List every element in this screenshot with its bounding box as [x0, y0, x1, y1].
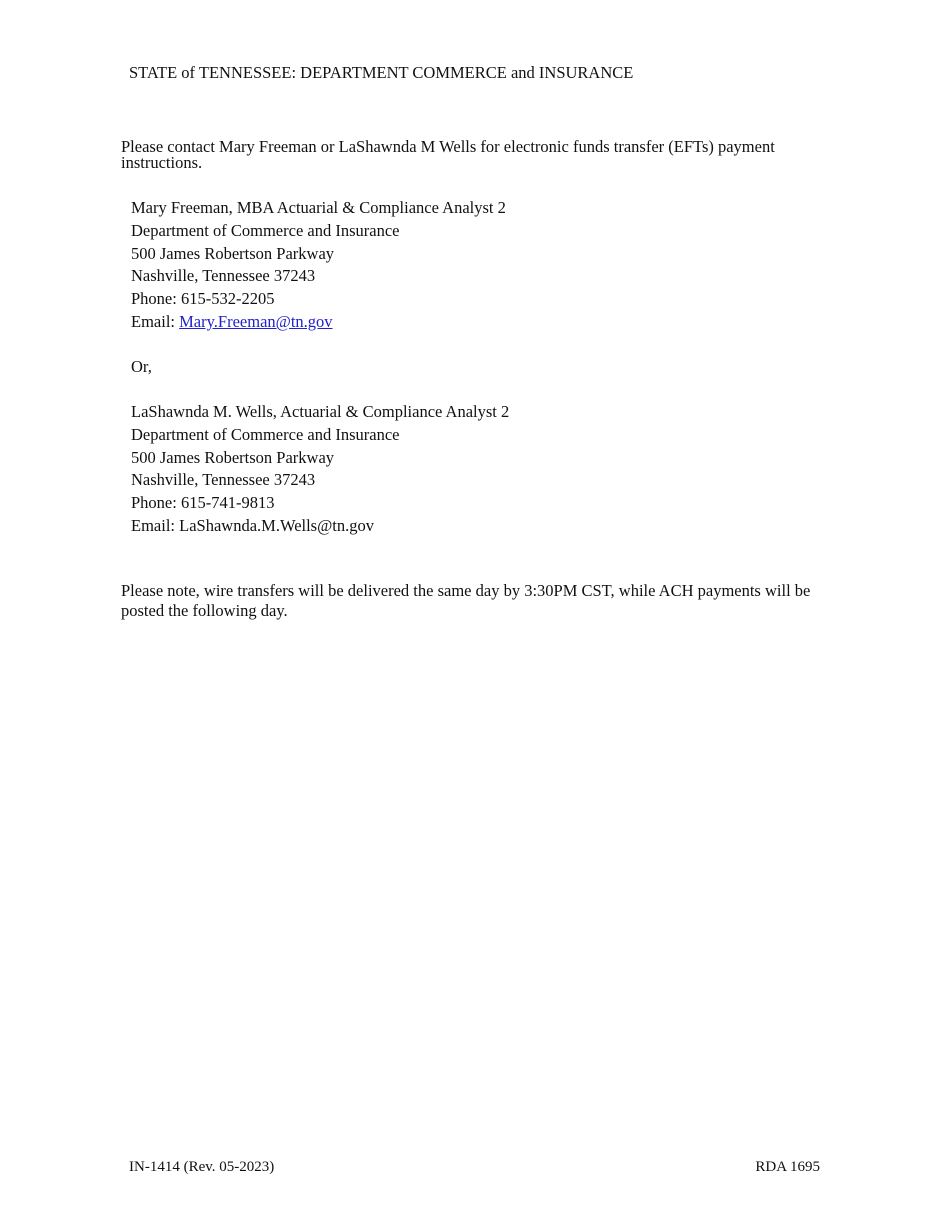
contact-phone: 615-532-2205: [180, 289, 275, 309]
contact-phone: 615-741-9813: [180, 493, 275, 513]
phone-label: Phone:: [131, 289, 181, 309]
contact-block-lashawnda-wells: [131, 401, 509, 538]
contact-name-line: Mary Freeman, MBA Actuarial & Compliance Analyst 2: [131, 198, 506, 217]
contact-department: Department of Commerce and Insurance: [131, 424, 400, 444]
phone-label: Phone:: [131, 493, 181, 513]
contact-department: Department of Commerce and Insurance: [131, 220, 400, 240]
wire-transfer-note: Please note, wire transfers will be delivered the same day by 3:30PM CST, while ACH payments will be posted the following day.: [121, 581, 811, 620]
contact-email-line: [131, 311, 506, 334]
contact-block-mary-freeman: [131, 197, 506, 334]
contact-phone-line: [131, 492, 509, 515]
form-number: IN-1414 (Rev. 05-2023): [129, 1159, 275, 1175]
contact-email-line: [131, 515, 509, 538]
rda-number: RDA 1695: [755, 1159, 820, 1175]
intro-paragraph: Please contact Mary Freeman or LaShawnda M Wells for electronic funds transfer (EFTs) payment instructions.: [121, 137, 775, 172]
contact-email: LaShawnda.M.Wells@tn.gov: [179, 515, 375, 535]
email-label: Email:: [131, 515, 180, 535]
page-title: STATE of TENNESSEE: DEPARTMENT COMMERCE and INSURANCE: [129, 63, 634, 82]
contact-street: 500 James Robertson Parkway: [131, 243, 335, 263]
email-link-mary-freeman[interactable]: Mary.Freeman@tn.gov: [179, 311, 333, 331]
or-separator: Or,: [131, 357, 152, 376]
contact-city: Nashville, Tennessee 37243: [131, 470, 316, 490]
contact-city: Nashville, Tennessee 37243: [131, 266, 316, 286]
contact-name-line: LaShawnda M. Wells, Actuarial & Compliance Analyst 2: [131, 402, 510, 421]
email-label: Email:: [131, 311, 180, 331]
contact-phone-line: [131, 288, 506, 311]
contact-street: 500 James Robertson Parkway: [131, 447, 335, 467]
